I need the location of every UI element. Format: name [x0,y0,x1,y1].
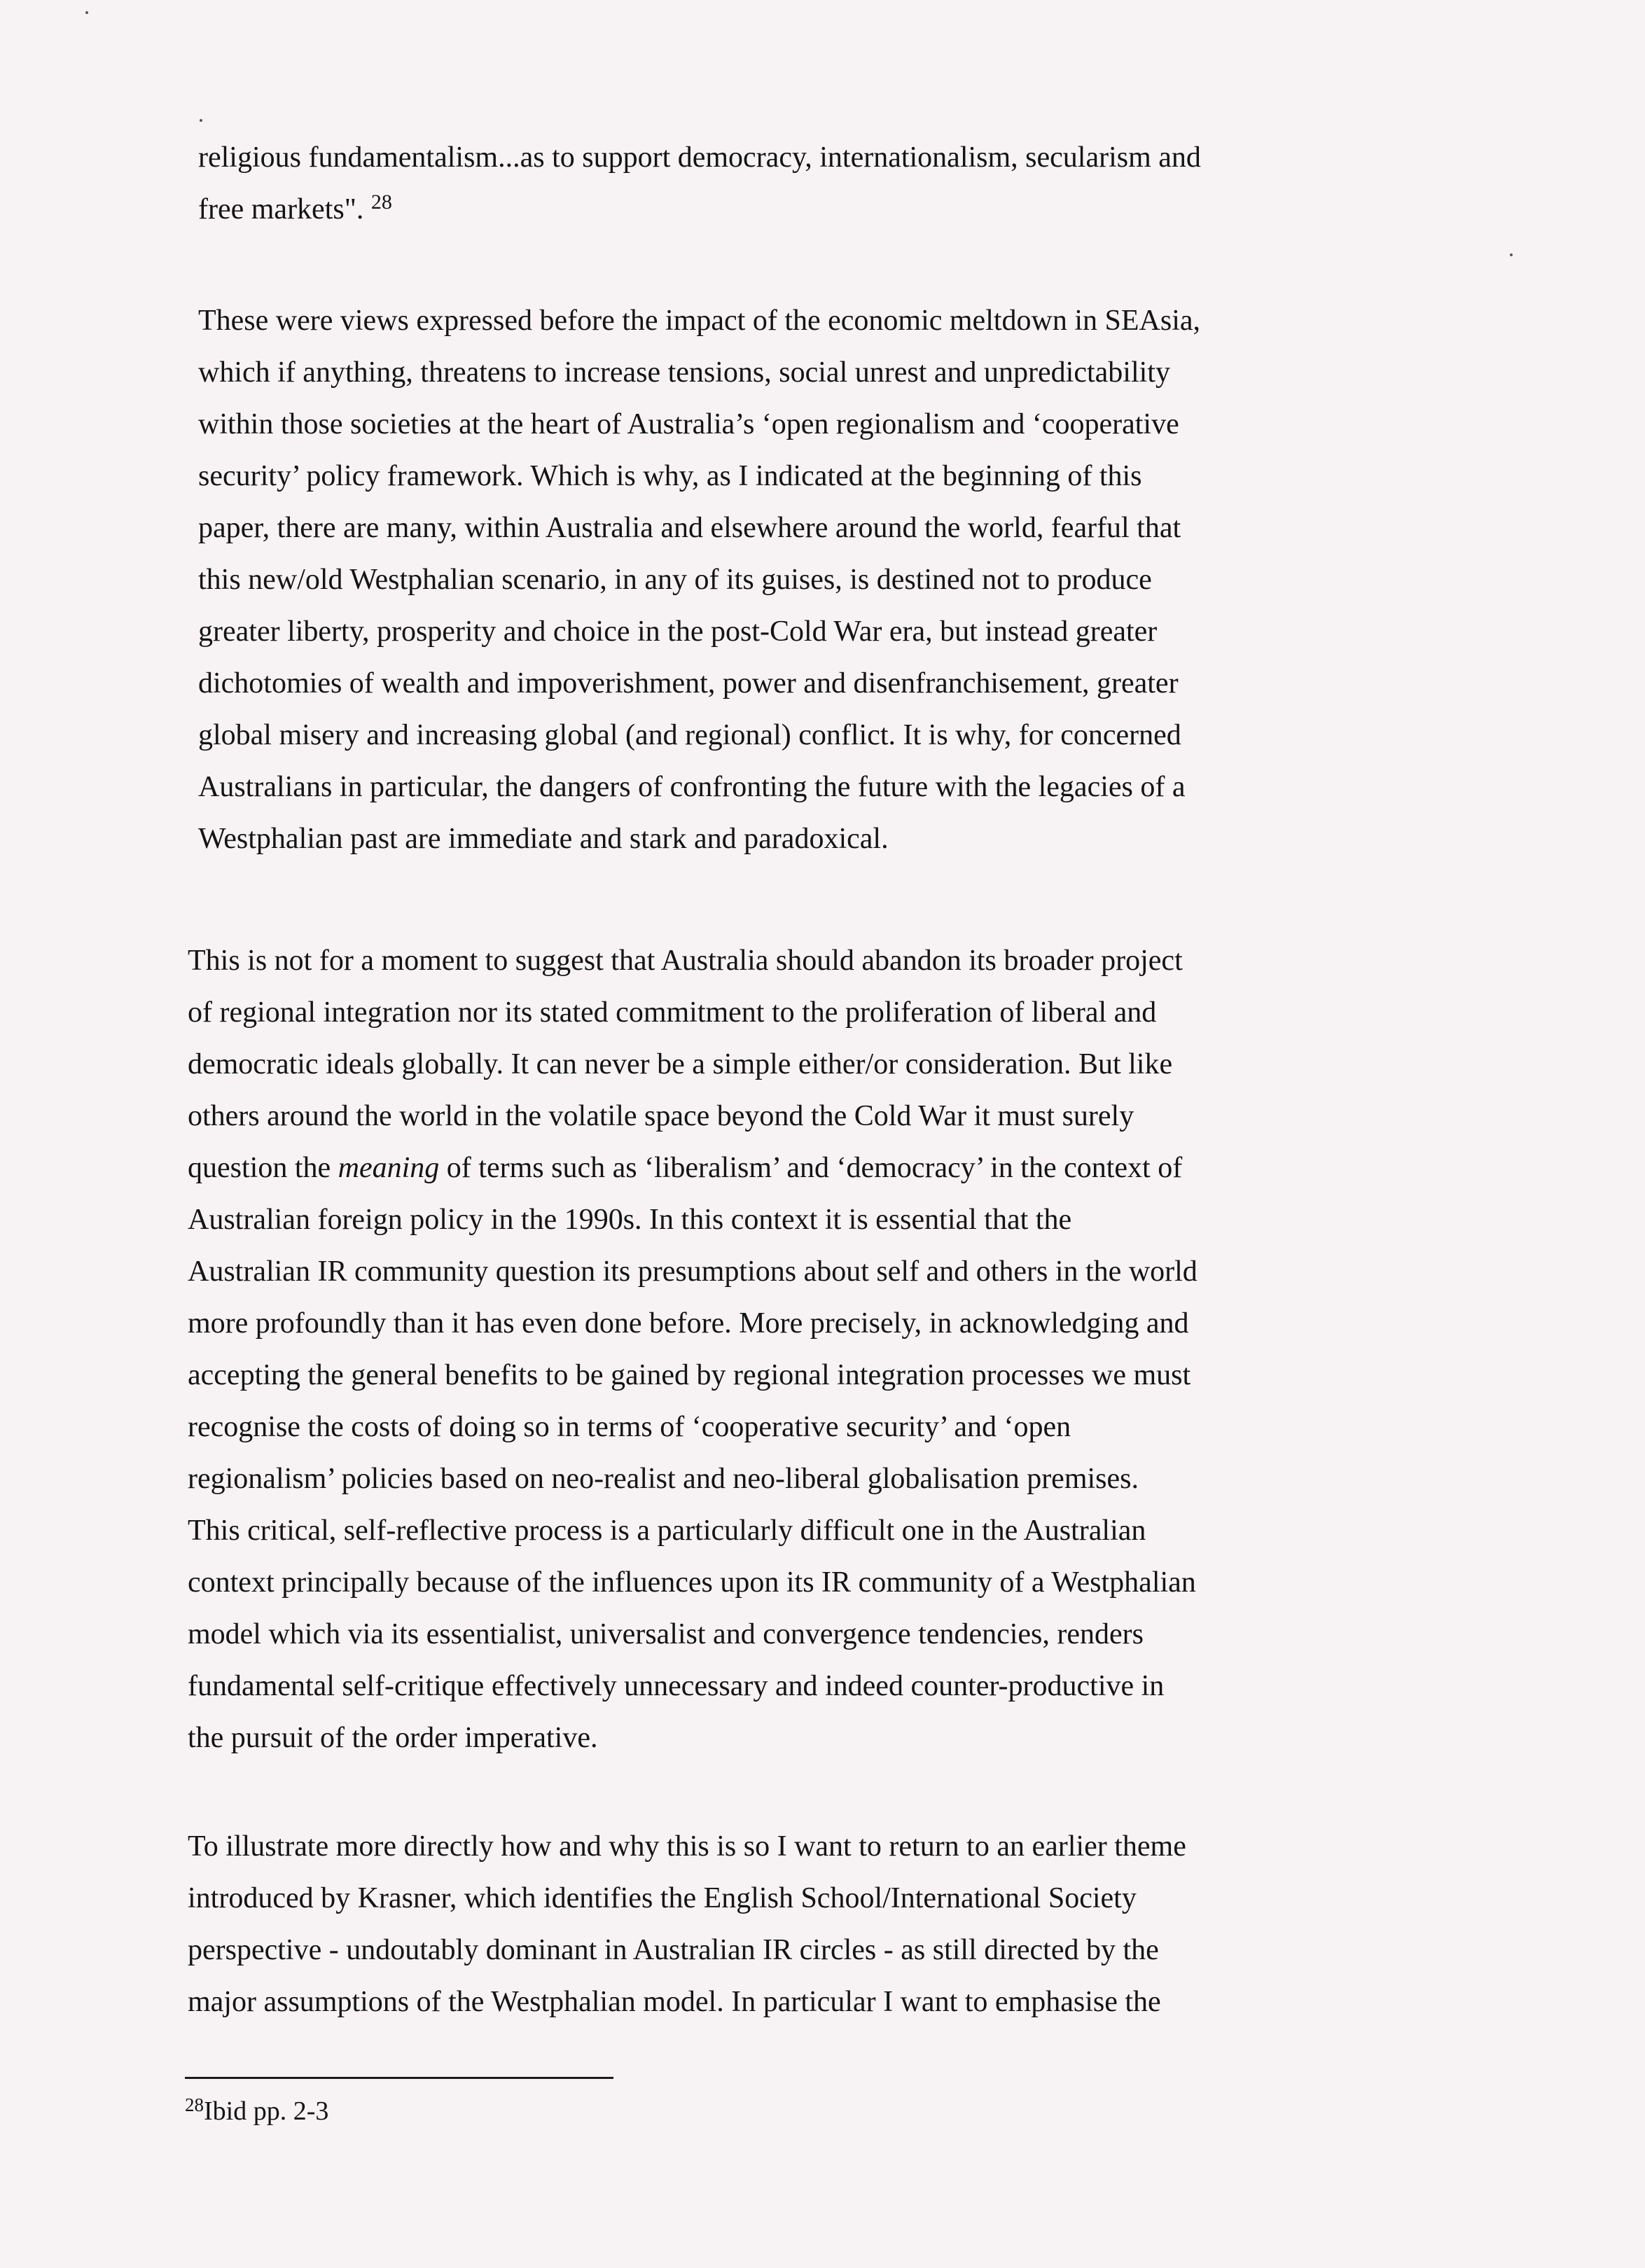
text-line: fundamental self-critique effectively unnecessary and indeed counter-productive in [188,1670,1165,1702]
text-line: democratic ideals globally. It can never be a simple either/or consideration. But like [188,1048,1173,1080]
footnote-text: Ibid pp. 2-3 [204,2096,329,2126]
scan-speck [85,11,88,14]
text-line: Westphalian past are immediate and stark and paradoxical. [198,823,889,855]
text-line-fragment: of terms such as ‘liberalism’ and ‘democracy’ in the context of [439,1152,1183,1184]
emphasis-text: meaning [338,1152,440,1184]
text-line: These were views expressed before the impact of the economic meltdown in SEAsia, [198,305,1201,337]
text-line: major assumptions of the Westphalian model. In particular I want to emphasise the [188,1986,1161,2018]
text-line: Australians in particular, the dangers of confronting the future with the legacies of a [198,771,1186,803]
text-line: accepting the general benefits to be gained by regional integration processes we must [188,1359,1191,1391]
text-line: introduced by Krasner, which identifies the English School/International Society [188,1882,1137,1914]
paragraph-3 [188,935,1427,1764]
text-line: perspective - undoutably dominant in Australian IR circles - as still directed by the [188,1934,1159,1966]
text-line: religious fundamentalism...as to support democracy, internationalism, secularism and [198,141,1201,174]
text-line: context principally because of the influences upon its IR community of a Westphalian [188,1566,1196,1599]
text-line-fragment: free markets". [198,193,371,225]
text-line: security’ policy framework. Which is why, as I indicated at the beginning of this [198,460,1142,492]
text-line: global misery and increasing global (and regional) conflict. It is why, for concerned [198,719,1181,751]
text-line-fragment: question the [188,1152,338,1184]
scan-speck [200,119,202,122]
paragraph-1 [198,132,1438,235]
text-line: more profoundly than it has even done before. More precisely, in acknowledging and [188,1307,1189,1340]
text-line: greater liberty, prosperity and choice in the post-Cold War era, but instead greater [198,615,1158,648]
text-line: others around the world in the volatile space beyond the Cold War it must surely [188,1100,1134,1132]
text-line: This is not for a moment to suggest that Australia should abandon its broader project [188,945,1183,977]
text-line: regionalism’ policies based on neo-realist and neo-liberal globalisation premises. [188,1463,1139,1495]
text-line [198,183,1438,235]
paragraph-4 [188,1821,1427,2028]
text-line: paper, there are many, within Australia and elsewhere around the world, fearful that [198,512,1181,544]
text-line: Australian IR community question its presumptions about self and others in the world [188,1255,1198,1288]
text-line: the pursuit of the order imperative. [188,1722,598,1754]
text-line: recognise the costs of doing so in terms of ‘cooperative security’ and ‘open [188,1411,1071,1443]
footnote-divider [185,2077,613,2079]
footnote [185,2090,328,2132]
scan-speck [1510,253,1513,256]
text-line: Australian foreign policy in the 1990s. In this context it is essential that the [188,1204,1072,1236]
text-line: this new/old Westphalian scenario, in any of its guises, is destined not to produce [198,564,1152,596]
paragraph-2 [198,295,1438,865]
footnote-number: 28 [185,2094,204,2115]
text-line: within those societies at the heart of Australia’s ‘open regionalism and ‘cooperative [198,408,1179,440]
text-line [188,1142,1427,1194]
footnote-reference: 28 [370,190,392,214]
text-line: model which via its essentialist, universalist and convergence tendencies, renders [188,1618,1144,1650]
text-line: To illustrate more directly how and why this is so I want to return to an earlier theme [188,1830,1186,1863]
text-line: dichotomies of wealth and impoverishment, power and disenfranchisement, greater [198,667,1179,700]
text-line: which if anything, threatens to increase tensions, social unrest and unpredictability [198,356,1170,389]
text-line: of regional integration nor its stated commitment to the proliferation of liberal and [188,996,1157,1029]
text-line: This critical, self-reflective process is a particularly difficult one in the Australian [188,1515,1146,1547]
